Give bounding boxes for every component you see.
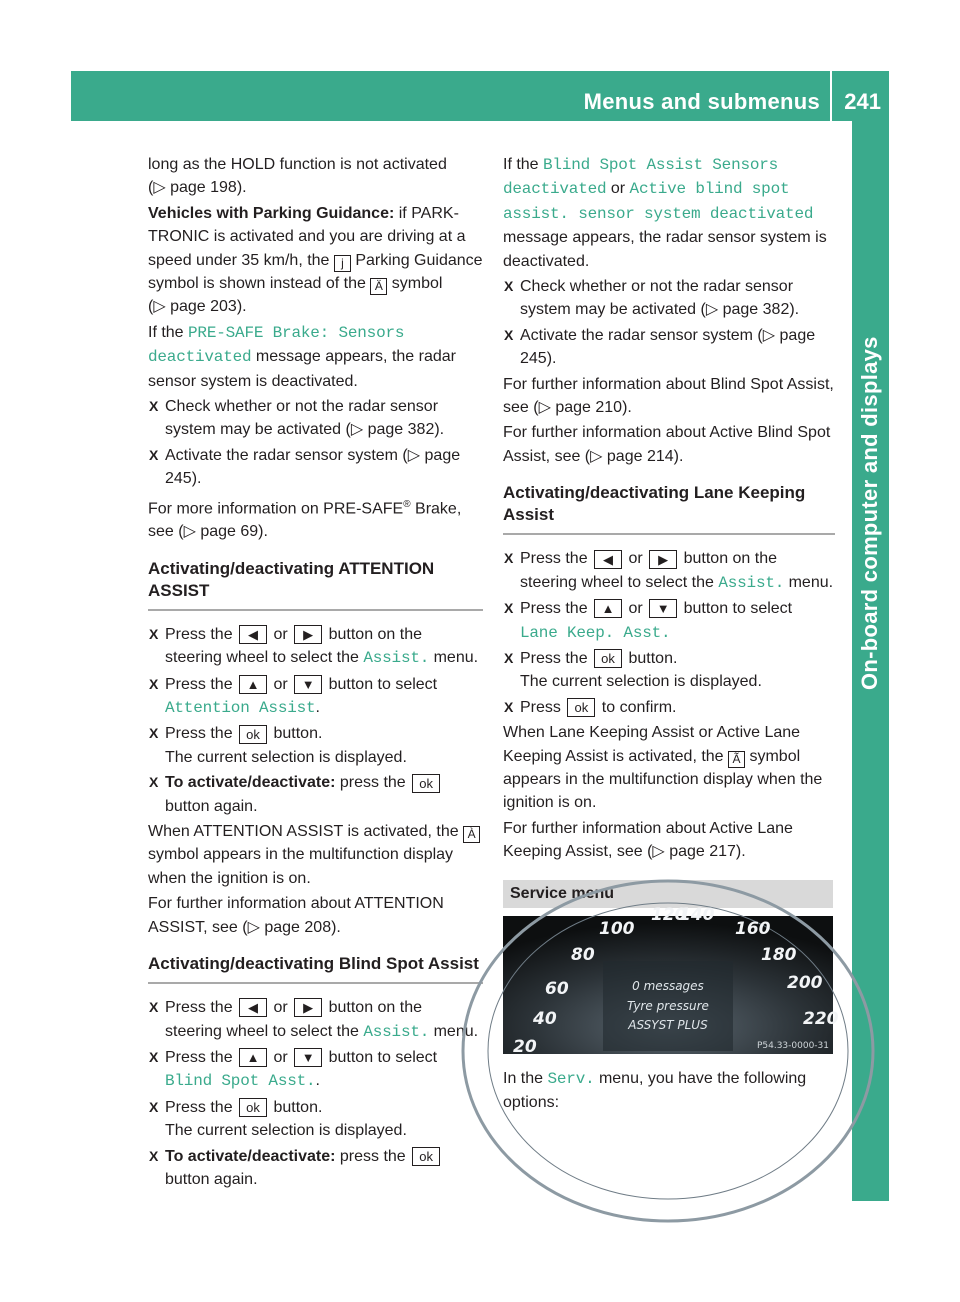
- menu-name: Blind Spot Asst.: [165, 1072, 316, 1091]
- right-key-icon: ▶: [294, 625, 322, 644]
- text: button on the steering wheel to select the: [520, 550, 778, 591]
- link-text[interactable]: page 245).: [520, 326, 816, 368]
- text: Press the: [165, 1048, 238, 1066]
- bold-label: Vehicles with Parking Guidance:: [148, 204, 395, 222]
- cluster-line-2: Tyre pressure: [627, 999, 709, 1013]
- page-ref-icon: ▷: [407, 446, 421, 464]
- text: In the: [503, 1070, 548, 1087]
- paragraph: [503, 817, 835, 864]
- speed-label: 60: [545, 979, 569, 999]
- step: [148, 1046, 483, 1094]
- text: For further information about ATTENTION ASSIST, see (: [148, 895, 444, 936]
- speedometer-graphic: [503, 905, 839, 1057]
- text: Press the: [520, 550, 593, 568]
- step: [503, 275, 835, 322]
- page-ref-icon: ▷: [705, 301, 719, 319]
- ok-key-icon: ok: [412, 774, 440, 793]
- menu-name: Serv.: [547, 1070, 595, 1088]
- page-ref-icon: ▷: [247, 918, 260, 936]
- page-ref-icon: ▷: [538, 399, 551, 417]
- link-text[interactable]: page 198).: [170, 179, 247, 197]
- text: Press the: [165, 1098, 238, 1116]
- speed-label: 120: [651, 905, 687, 925]
- up-key-icon: ▲: [239, 675, 267, 694]
- text: or: [606, 180, 630, 198]
- page-ref-icon: ▷: [590, 447, 603, 465]
- paragraph: [148, 153, 483, 200]
- bold-label: To activate/deactivate:: [165, 1147, 336, 1165]
- down-key-icon: ▼: [294, 1048, 322, 1067]
- menu-name: Assist.: [363, 649, 430, 668]
- text: button to select: [324, 1048, 438, 1066]
- text: menu.: [784, 573, 834, 591]
- menu-name: Assist.: [363, 1022, 430, 1041]
- ok-key-icon: ok: [239, 1098, 267, 1117]
- link-text[interactable]: page 210).: [555, 399, 632, 417]
- text: to confirm.: [597, 698, 677, 716]
- left-key-icon: ◀: [239, 998, 267, 1017]
- step: [148, 444, 483, 491]
- page-ref-icon: ▷: [350, 421, 364, 439]
- text: or: [269, 625, 293, 643]
- display-message: Active blind spot assist. sensor system deactivated: [503, 180, 814, 223]
- text: menu, you have the following options:: [503, 1070, 807, 1112]
- header-title: Menus and submenus: [583, 89, 820, 114]
- text: symbol appears in the multifunction display when the ignition is on.: [148, 846, 454, 887]
- side-tab: [855, 336, 885, 1260]
- text: long as the HOLD function is not activated: [148, 156, 447, 173]
- text: symbol appears in the multifunction display when the ignition is on.: [503, 747, 823, 812]
- lane-keeping-icon: Ã: [728, 751, 745, 768]
- step: [503, 647, 835, 694]
- speed-label: 140: [679, 905, 715, 925]
- text: .: [315, 1072, 320, 1090]
- step: [148, 771, 483, 818]
- text: button on the steering wheel to select the: [165, 625, 423, 667]
- text: or: [624, 600, 648, 618]
- distronic-icon: Ä: [370, 278, 387, 295]
- text: Check whether or not the radar sensor system may be activated (: [520, 278, 794, 319]
- speed-label: 200: [787, 973, 823, 993]
- step: [148, 722, 483, 769]
- text: Press: [520, 698, 566, 716]
- paragraph: [148, 202, 483, 319]
- text: Press the: [165, 675, 238, 693]
- text: The current selection is displayed.: [165, 748, 407, 766]
- text: button to select: [679, 600, 793, 618]
- parking-icon: j: [334, 255, 351, 272]
- step: [503, 547, 835, 595]
- link-text[interactable]: page 217).: [669, 843, 746, 861]
- text: button.: [269, 725, 323, 743]
- page-ref-icon: ▷: [762, 326, 776, 344]
- link-text[interactable]: page 382).: [722, 301, 800, 319]
- paragraph: [148, 493, 483, 544]
- text: button again.: [165, 1170, 258, 1188]
- link-text[interactable]: page 69).: [200, 523, 268, 541]
- speed-label: 220: [803, 1009, 839, 1029]
- page-ref-icon: ▷: [153, 179, 166, 197]
- left-column: [148, 153, 483, 1193]
- text: Press the: [165, 625, 238, 643]
- page-ref-icon: ▷: [153, 298, 166, 316]
- text: button to select: [324, 675, 438, 693]
- ok-key-icon: ok: [567, 698, 595, 717]
- text: If the: [503, 156, 544, 173]
- step: [148, 623, 483, 671]
- text: For further information about Blind Spot Assist, see (: [503, 375, 834, 417]
- speed-label: 80: [571, 945, 595, 965]
- step: [148, 1096, 483, 1143]
- speed-label: 20: [513, 1037, 537, 1057]
- text: Activate the radar sensor system (: [165, 446, 408, 464]
- step: [148, 395, 483, 442]
- image-code: P54.33-0000-31: [756, 1041, 829, 1051]
- section-heading: Activating/deactivating ATTENTION ASSIST: [148, 558, 483, 611]
- ok-key-icon: ok: [412, 1147, 440, 1166]
- text: Brake, see (: [148, 500, 462, 541]
- text: button again.: [165, 797, 258, 815]
- paragraph: [503, 1067, 835, 1115]
- step: [503, 324, 835, 371]
- ok-key-icon: ok: [594, 649, 622, 668]
- text: button on the steering wheel to select the: [165, 999, 423, 1040]
- text: or: [624, 550, 648, 568]
- section-heading: Activating/deactivating Blind Spot Assist: [148, 953, 483, 984]
- link-text[interactable]: page 214).: [606, 447, 684, 465]
- cluster-line-3: ASSYST PLUS: [628, 1018, 708, 1032]
- speed-label: 100: [599, 919, 635, 939]
- down-key-icon: ▼: [649, 599, 677, 618]
- text: For further information about Active Lane Keeping Assist, see (: [503, 819, 793, 861]
- down-key-icon: ▼: [294, 675, 322, 694]
- step: [148, 673, 483, 721]
- text: When Lane Keeping Assist or Active Lane Keeping Assist is activated, the: [503, 724, 801, 765]
- display-message: Blind Spot Assist Sensors deactivated: [503, 156, 779, 199]
- paragraph: [503, 153, 835, 273]
- page-ref-icon: ▷: [652, 843, 665, 861]
- text: Press the: [165, 725, 238, 743]
- text: button.: [269, 1098, 323, 1116]
- speed-label: 180: [761, 945, 797, 965]
- speed-label: 40: [533, 1009, 557, 1029]
- text: For more information on PRE-SAFE: [148, 500, 404, 518]
- paragraph: [148, 892, 483, 939]
- page-ref-icon: ▷: [183, 523, 196, 541]
- text: Check whether or not the radar sensor system may be activated (: [165, 398, 439, 439]
- text: message appears, the radar sensor system is deactivated.: [148, 348, 456, 390]
- text: menu.: [429, 1022, 479, 1040]
- bold-label: To activate/deactivate:: [165, 774, 336, 792]
- step: [503, 696, 835, 719]
- text: Activate the radar sensor system (: [520, 326, 763, 344]
- step: [503, 597, 835, 645]
- link-text[interactable]: page 203).: [170, 298, 247, 316]
- link-text[interactable]: page 382).: [367, 421, 445, 439]
- step: [148, 996, 483, 1044]
- menu-name: Attention Assist: [165, 699, 316, 718]
- menu-name: Assist.: [718, 573, 785, 592]
- text: .: [315, 699, 320, 717]
- service-menu-heading: [503, 880, 833, 908]
- attention-assist-icon: À: [463, 826, 480, 843]
- text: When ATTENTION ASSIST is activated, the: [148, 823, 464, 841]
- text: Press the: [520, 649, 593, 667]
- right-key-icon: ▶: [294, 998, 322, 1017]
- right-column: [503, 153, 835, 866]
- text: button.: [624, 649, 678, 667]
- service-heading-text: Service menu: [510, 885, 615, 902]
- paragraph: [148, 321, 483, 393]
- section-heading: Activating/deactivating Lane Keeping Assist: [503, 482, 835, 535]
- text: The current selection is displayed.: [165, 1122, 407, 1140]
- text: Parking Guidance symbol is shown instead of the: [148, 251, 483, 293]
- text: press the: [335, 1147, 411, 1165]
- paragraph: [503, 721, 835, 815]
- menu-name: Lane Keep. Asst.: [520, 623, 671, 642]
- page-number: 241: [844, 89, 881, 114]
- paragraph: [503, 421, 835, 468]
- speed-label: 160: [735, 919, 771, 939]
- link-text[interactable]: page 245).: [165, 446, 461, 488]
- text: For further information about Active Blind Spot Assist, see (: [503, 424, 831, 465]
- text: press the: [335, 774, 411, 792]
- side-tab-label: On-board computer and displays: [857, 336, 882, 690]
- header-bar: [71, 71, 889, 121]
- text: The current selection is displayed.: [520, 673, 762, 691]
- up-key-icon: ▲: [239, 1048, 267, 1067]
- step: [148, 1145, 483, 1192]
- header-divider: [830, 71, 832, 121]
- left-key-icon: ◀: [594, 550, 622, 569]
- text: message appears, the radar sensor system is deactivated.: [503, 229, 827, 270]
- text: (: [148, 179, 154, 197]
- link-text[interactable]: page 208).: [264, 918, 341, 936]
- text: Press the: [520, 600, 593, 618]
- registered-mark: ®: [403, 498, 411, 510]
- up-key-icon: ▲: [594, 599, 622, 618]
- cluster-line-1: 0 messages: [632, 979, 704, 993]
- text: if PARK-TRONIC is activated and you are driving at a speed under 35 km/h, the: [148, 204, 466, 269]
- display-message: PRE-SAFE Brake: Sensors deactivated: [148, 323, 405, 367]
- text: symbol (: [148, 275, 443, 316]
- text: If the: [148, 323, 189, 341]
- instrument-cluster-image: [503, 905, 839, 1057]
- paragraph: [503, 373, 835, 420]
- left-key-icon: ◀: [239, 625, 267, 644]
- text: menu.: [429, 649, 479, 667]
- right-key-icon: ▶: [649, 550, 677, 569]
- text: or: [269, 675, 293, 693]
- ok-key-icon: ok: [239, 725, 267, 744]
- paragraph: [148, 820, 483, 890]
- text: or: [269, 999, 293, 1017]
- text: Press the: [165, 999, 238, 1017]
- text: or: [269, 1048, 293, 1066]
